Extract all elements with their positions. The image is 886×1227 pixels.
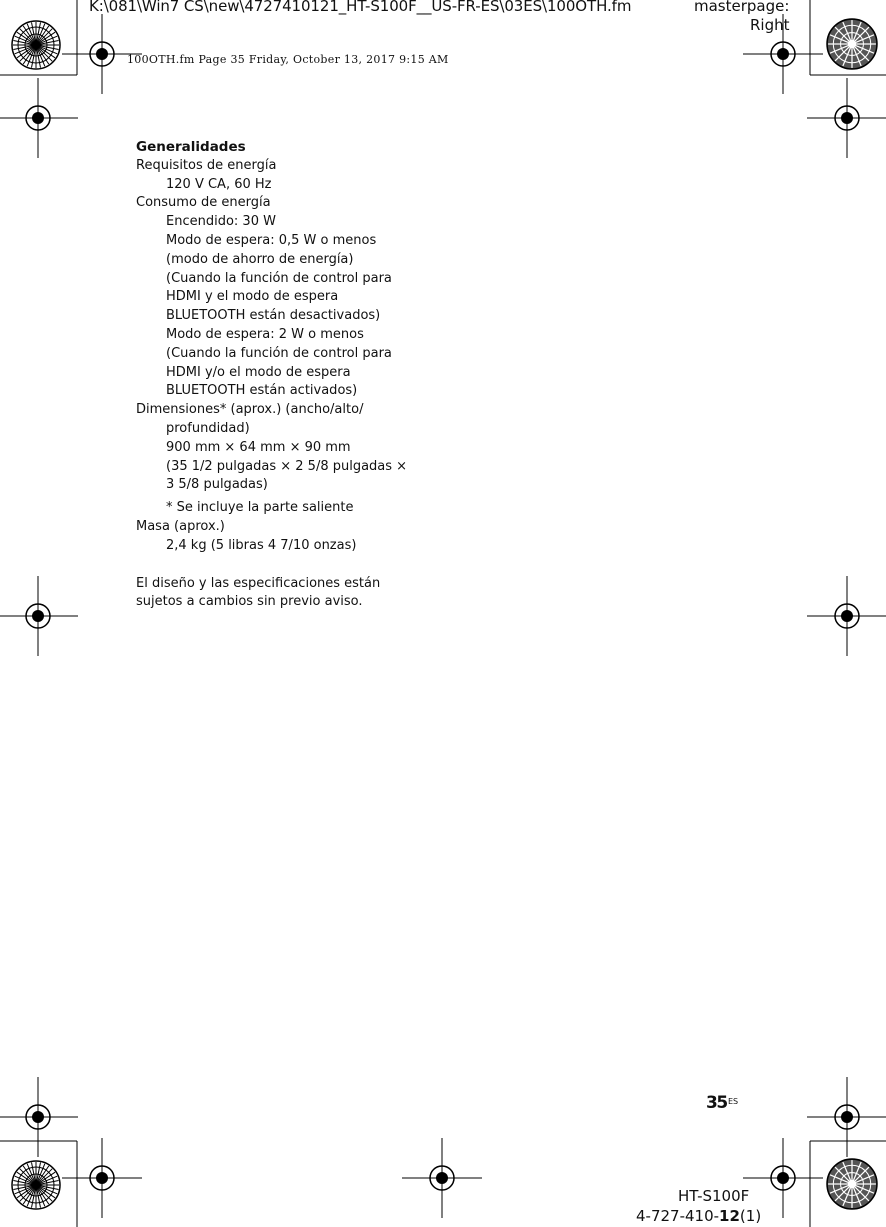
masterpage-label: masterpage: — [694, 0, 790, 15]
masterpage-value: Right — [750, 16, 790, 34]
power-consumption-line: (Cuando la función de control para — [166, 345, 392, 361]
registration-target-icon — [807, 78, 886, 158]
part-number-revision: 12 — [719, 1207, 740, 1225]
color-rose-icon — [827, 19, 877, 69]
crop-mark-top-left — [0, 0, 77, 75]
color-rose-icon — [12, 1161, 60, 1209]
registration-target-icon — [0, 1077, 78, 1157]
color-rose-icon — [12, 21, 60, 69]
power-consumption-line: HDMI y/o el modo de espera — [166, 364, 351, 380]
power-consumption-line: Modo de espera: 0,5 W o menos — [166, 232, 377, 248]
part-number — [636, 1207, 761, 1225]
crop-mark-top-right — [810, 0, 886, 75]
power-consumption-line: Encendido: 30 W — [166, 214, 276, 230]
part-number-suffix: (1) — [739, 1207, 762, 1225]
power-requirements-label: Requisitos de energía — [136, 157, 277, 173]
power-consumption-line: BLUETOOTH están desactivados) — [166, 308, 381, 324]
power-consumption-line: BLUETOOTH están activados) — [166, 383, 358, 399]
registration-target-icon — [0, 78, 78, 158]
mass-label: Masa (aprox.) — [136, 518, 225, 534]
disclaimer-line: sujetos a cambios sin previo aviso. — [136, 594, 363, 610]
power-consumption-line: (Cuando la función de control para — [166, 270, 392, 286]
registration-target-icon — [807, 1077, 886, 1157]
registration-target-icon — [807, 576, 886, 656]
power-consumption-line: (modo de ahorro de energía) — [166, 251, 354, 267]
dimensions-line: profundidad) — [166, 420, 250, 436]
registration-target-icon — [0, 576, 78, 656]
registration-target-icon — [62, 1138, 142, 1218]
page-language-suffix: ES — [728, 1097, 739, 1106]
power-consumption-line: HDMI y el modo de espera — [166, 289, 339, 305]
dimensions-label: Dimensiones* (aprox.) (ancho/alto/ — [136, 402, 364, 418]
crop-mark-bottom-right — [810, 1141, 886, 1227]
print-stamp: 100OTH.fm Page 35 Friday, October 13, 2017 9:15 AM — [127, 53, 449, 66]
section-heading: Generalidades — [136, 139, 246, 155]
specifications-section — [136, 138, 436, 612]
mass-value: 2,4 kg (5 libras 4 7/10 onzas) — [166, 537, 357, 553]
power-consumption-line: Modo de espera: 2 W o menos — [166, 326, 364, 342]
page-number: 35 — [706, 1093, 727, 1113]
file-path: K:\081\Win7 CS\new\4727410121_HT-S100F__US-FR-ES\03ES\100OTH.fm — [89, 0, 632, 15]
color-rose-icon — [827, 1159, 877, 1209]
dimensions-line: (35 1/2 pulgadas × 2 5/8 pulgadas × — [166, 458, 408, 474]
dimensions-line: 900 mm × 64 mm × 90 mm — [166, 439, 351, 455]
power-requirements-value: 120 V CA, 60 Hz — [166, 176, 272, 192]
spacer — [136, 556, 436, 575]
registration-target-icon — [743, 1138, 823, 1218]
registration-target-icon — [402, 1138, 482, 1218]
part-number-prefix: 4-727-410- — [636, 1207, 720, 1225]
disclaimer-line: El diseño y las especificaciones están — [136, 575, 381, 591]
power-consumption-label: Consumo de energía — [136, 195, 271, 211]
footnote: * Se incluye la parte saliente — [166, 500, 354, 516]
model-number: HT-S100F — [678, 1187, 750, 1205]
dimensions-line: 3 5/8 pulgadas) — [166, 477, 268, 493]
